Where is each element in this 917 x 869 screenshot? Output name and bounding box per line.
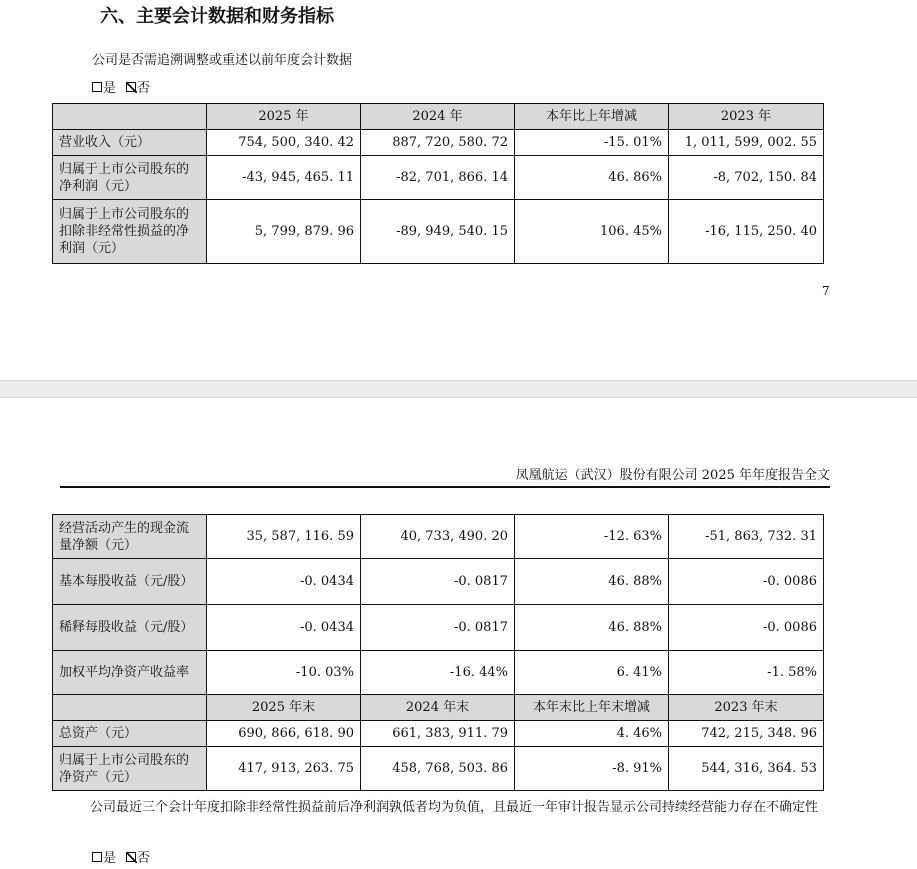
financial-indicators-table-1 bbox=[52, 103, 824, 264]
table-cell: 4. 46% bbox=[515, 721, 669, 747]
table-cell: -12. 63% bbox=[515, 515, 669, 559]
running-header: 凤凰航运（武汉）股份有限公司 2025 年年度报告全文 bbox=[60, 466, 830, 488]
report-page-8 bbox=[0, 398, 917, 869]
table-cell: -0. 0434 bbox=[207, 605, 361, 651]
table-cell: 417, 913, 263. 75 bbox=[207, 747, 361, 791]
table-cell: 742, 215, 348. 96 bbox=[669, 721, 824, 747]
row-label: 营业收入（元） bbox=[53, 130, 207, 156]
report-page-7 bbox=[0, 0, 917, 380]
section-heading: 六、主要会计数据和财务指标 bbox=[100, 6, 334, 27]
table-cell: 6. 41% bbox=[515, 651, 669, 695]
table-subheader-row bbox=[53, 695, 824, 721]
table-row bbox=[53, 200, 824, 264]
no-checkbox-checked-icon[interactable] bbox=[126, 82, 136, 92]
table-cell: -0. 0817 bbox=[361, 605, 515, 651]
financial-indicators-table-2 bbox=[52, 514, 824, 791]
header-cell: 2025 年末 bbox=[207, 695, 361, 721]
restatement-question: 公司是否需追溯调整或重述以前年度会计数据 bbox=[92, 53, 353, 68]
going-concern-text: 公司最近三个会计年度扣除非经常性损益前后净利润孰低者均为负值，且最近一年审计报告显示公司持续经营能力存在不确定性 bbox=[90, 800, 819, 815]
table-row bbox=[53, 559, 824, 605]
table-cell: 661, 383, 911. 79 bbox=[361, 721, 515, 747]
yes-option-label: 是 bbox=[103, 851, 117, 866]
table-cell: -10. 03% bbox=[207, 651, 361, 695]
table-cell: 690, 866, 618. 90 bbox=[207, 721, 361, 747]
table-cell: 1, 011, 599, 002. 55 bbox=[669, 130, 824, 156]
table-cell: -43, 945, 465. 11 bbox=[207, 156, 361, 200]
no-option-label: 否 bbox=[137, 851, 151, 866]
restatement-options bbox=[92, 77, 150, 96]
table-cell: -89, 949, 540. 15 bbox=[361, 200, 515, 264]
header-cell: 2023 年 bbox=[669, 104, 824, 130]
row-label: 归属于上市公司股东的净资产（元） bbox=[53, 747, 207, 791]
table-cell: -0. 0434 bbox=[207, 559, 361, 605]
header-cell: 2023 年末 bbox=[669, 695, 824, 721]
table-cell: 46. 86% bbox=[515, 156, 669, 200]
table-cell: -16, 115, 250. 40 bbox=[669, 200, 824, 264]
header-cell: 本年比上年增减 bbox=[515, 104, 669, 130]
table-cell: -16. 44% bbox=[361, 651, 515, 695]
no-checkbox-checked-icon[interactable] bbox=[126, 852, 136, 862]
table-cell: -15. 01% bbox=[515, 130, 669, 156]
table-cell: 887, 720, 580. 72 bbox=[361, 130, 515, 156]
header-cell bbox=[53, 104, 207, 130]
page-separator bbox=[0, 380, 917, 398]
table-cell: 544, 316, 364. 53 bbox=[669, 747, 824, 791]
table-cell: -8, 702, 150. 84 bbox=[669, 156, 824, 200]
table-cell: 35, 587, 116. 59 bbox=[207, 515, 361, 559]
table-cell: -0. 0817 bbox=[361, 559, 515, 605]
table-row bbox=[53, 721, 824, 747]
table-cell: -8. 91% bbox=[515, 747, 669, 791]
table-cell: -1. 58% bbox=[669, 651, 824, 695]
table-cell: -51, 863, 732. 31 bbox=[669, 515, 824, 559]
table-cell: 754, 500, 340. 42 bbox=[207, 130, 361, 156]
table-cell: 46. 88% bbox=[515, 559, 669, 605]
row-label: 加权平均净资产收益率 bbox=[53, 651, 207, 695]
table-cell: 46. 88% bbox=[515, 605, 669, 651]
row-label: 归属于上市公司股东的扣除非经常性损益的净利润（元） bbox=[53, 200, 207, 264]
row-label: 基本每股收益（元/股） bbox=[53, 559, 207, 605]
table-cell: -0. 0086 bbox=[669, 559, 824, 605]
table-cell: 40, 733, 490. 20 bbox=[361, 515, 515, 559]
table-row bbox=[53, 605, 824, 651]
table-row bbox=[53, 515, 824, 559]
yes-checkbox-icon[interactable] bbox=[92, 82, 102, 92]
row-label: 总资产（元） bbox=[53, 721, 207, 747]
going-concern-options bbox=[92, 847, 150, 866]
table-cell: -0. 0086 bbox=[669, 605, 824, 651]
going-concern-note bbox=[60, 798, 820, 818]
table-cell: 5, 799, 879. 96 bbox=[207, 200, 361, 264]
page-number: 7 bbox=[822, 284, 830, 298]
header-cell: 2025 年 bbox=[207, 104, 361, 130]
table-row bbox=[53, 156, 824, 200]
header-cell: 2024 年末 bbox=[361, 695, 515, 721]
table-row bbox=[53, 651, 824, 695]
row-label: 经营活动产生的现金流量净额（元） bbox=[53, 515, 207, 559]
row-label: 稀释每股收益（元/股） bbox=[53, 605, 207, 651]
table-cell: -82, 701, 866. 14 bbox=[361, 156, 515, 200]
header-cell: 本年末比上年末增减 bbox=[515, 695, 669, 721]
no-option-label: 否 bbox=[137, 81, 151, 96]
row-label: 归属于上市公司股东的净利润（元） bbox=[53, 156, 207, 200]
table-row bbox=[53, 130, 824, 156]
table-row bbox=[53, 747, 824, 791]
table-header-row bbox=[53, 104, 824, 130]
header-cell bbox=[53, 695, 207, 721]
header-cell: 2024 年 bbox=[361, 104, 515, 130]
yes-option-label: 是 bbox=[103, 81, 117, 96]
table-cell: 458, 768, 503. 86 bbox=[361, 747, 515, 791]
yes-checkbox-icon[interactable] bbox=[92, 852, 102, 862]
table-cell: 106. 45% bbox=[515, 200, 669, 264]
